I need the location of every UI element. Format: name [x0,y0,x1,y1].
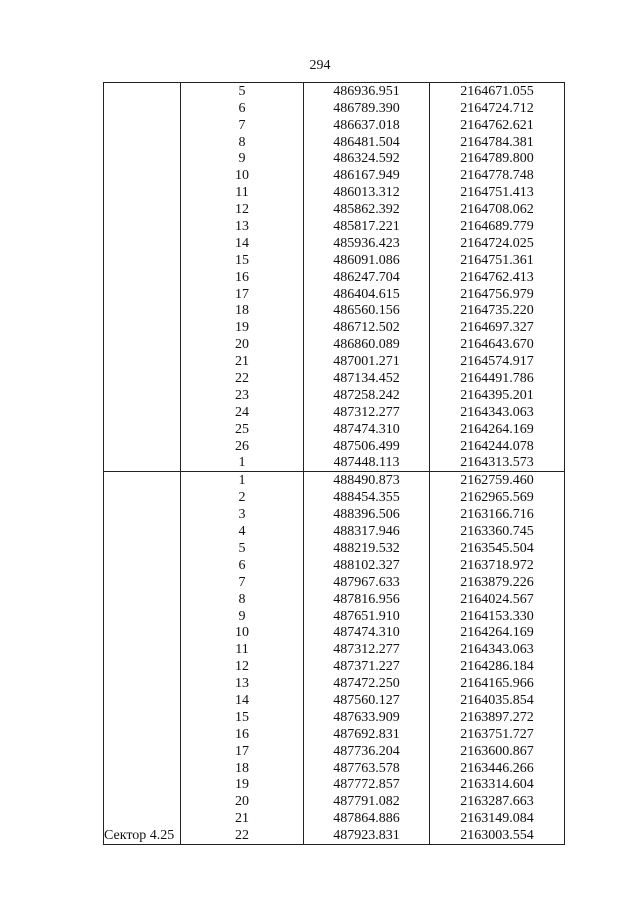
y-coordinate-cell: 2164689.779 [430,218,565,235]
point-number-cell: 9 [181,608,304,625]
y-coordinate-cell: 2164751.361 [430,252,565,269]
x-coordinate-cell: 487772.857 [304,777,430,794]
x-coordinate-cell: 487692.831 [304,726,430,743]
y-coordinate-cell: 2163314.604 [430,777,565,794]
coordinates-table-body [104,83,565,845]
x-coordinate-cell: 487001.271 [304,353,430,370]
point-number-cell: 1 [181,455,304,472]
y-coordinate-cell: 2164165.966 [430,675,565,692]
x-coordinate-cell: 486013.312 [304,184,430,201]
y-coordinate-cell: 2163287.663 [430,793,565,810]
point-number-cell: 23 [181,387,304,404]
y-coordinate-cell: 2164762.621 [430,117,565,134]
x-coordinate-cell: 487134.452 [304,370,430,387]
x-coordinate-cell: 487506.499 [304,438,430,455]
y-coordinate-cell: 2163149.084 [430,810,565,827]
point-number-cell: 4 [181,523,304,540]
point-number-cell: 5 [181,540,304,557]
y-coordinate-cell: 2164751.413 [430,184,565,201]
x-coordinate-cell: 488102.327 [304,557,430,574]
x-coordinate-cell: 488490.873 [304,472,430,489]
x-coordinate-cell: 487371.227 [304,658,430,675]
point-number-cell: 16 [181,726,304,743]
sector-name-cell: Сектор 4.25 [104,472,181,845]
y-coordinate-cell: 2164697.327 [430,319,565,336]
y-coordinate-cell: 2163545.504 [430,540,565,557]
point-number-cell: 18 [181,760,304,777]
x-coordinate-cell: 486936.951 [304,83,430,100]
point-number-cell: 14 [181,235,304,252]
y-coordinate-cell: 2164784.381 [430,134,565,151]
table-row [104,472,565,489]
y-coordinate-cell: 2162759.460 [430,472,565,489]
point-number-cell: 6 [181,557,304,574]
point-number-cell: 24 [181,404,304,421]
x-coordinate-cell: 488454.355 [304,489,430,506]
y-coordinate-cell: 2164024.567 [430,591,565,608]
point-number-cell: 18 [181,303,304,320]
y-coordinate-cell: 2163446.266 [430,760,565,777]
point-number-cell: 15 [181,709,304,726]
point-number-cell: 22 [181,370,304,387]
y-coordinate-cell: 2164491.786 [430,370,565,387]
x-coordinate-cell: 485936.423 [304,235,430,252]
point-number-cell: 2 [181,489,304,506]
point-number-cell: 6 [181,100,304,117]
point-number-cell: 7 [181,117,304,134]
x-coordinate-cell: 487967.633 [304,574,430,591]
x-coordinate-cell: 486404.615 [304,286,430,303]
y-coordinate-cell: 2164035.854 [430,692,565,709]
y-coordinate-cell: 2164735.220 [430,303,565,320]
x-coordinate-cell: 487258.242 [304,387,430,404]
y-coordinate-cell: 2164789.800 [430,151,565,168]
x-coordinate-cell: 486481.504 [304,134,430,151]
point-number-cell: 8 [181,591,304,608]
x-coordinate-cell: 487312.277 [304,404,430,421]
x-coordinate-cell: 486247.704 [304,269,430,286]
x-coordinate-cell: 487472.250 [304,675,430,692]
x-coordinate-cell: 486560.156 [304,303,430,320]
y-coordinate-cell: 2164343.063 [430,404,565,421]
y-coordinate-cell: 2163718.972 [430,557,565,574]
y-coordinate-cell: 2164264.169 [430,421,565,438]
point-number-cell: 10 [181,167,304,184]
x-coordinate-cell: 485862.392 [304,201,430,218]
table-row [104,83,565,100]
y-coordinate-cell: 2163897.272 [430,709,565,726]
point-number-cell: 15 [181,252,304,269]
point-number-cell: 19 [181,777,304,794]
point-number-cell: 26 [181,438,304,455]
y-coordinate-cell: 2164343.063 [430,641,565,658]
point-number-cell: 25 [181,421,304,438]
x-coordinate-cell: 486637.018 [304,117,430,134]
y-coordinate-cell: 2164264.169 [430,625,565,642]
y-coordinate-cell: 2164313.573 [430,455,565,472]
point-number-cell: 3 [181,506,304,523]
y-coordinate-cell: 2162965.569 [430,489,565,506]
x-coordinate-cell: 486167.949 [304,167,430,184]
x-coordinate-cell: 487816.956 [304,591,430,608]
y-coordinate-cell: 2164574.917 [430,353,565,370]
x-coordinate-cell: 488317.946 [304,523,430,540]
point-number-cell: 13 [181,675,304,692]
point-number-cell: 5 [181,83,304,100]
point-number-cell: 21 [181,353,304,370]
x-coordinate-cell: 487474.310 [304,421,430,438]
point-number-cell: 21 [181,810,304,827]
y-coordinate-cell: 2164671.055 [430,83,565,100]
point-number-cell: 11 [181,184,304,201]
point-number-cell: 8 [181,134,304,151]
y-coordinate-cell: 2163360.745 [430,523,565,540]
y-coordinate-cell: 2164724.025 [430,235,565,252]
point-number-cell: 14 [181,692,304,709]
y-coordinate-cell: 2164762.413 [430,269,565,286]
sector-name-cell [104,83,181,472]
x-coordinate-cell: 486091.086 [304,252,430,269]
point-number-cell: 12 [181,201,304,218]
y-coordinate-cell: 2163166.716 [430,506,565,523]
x-coordinate-cell: 486324.592 [304,151,430,168]
point-number-cell: 16 [181,269,304,286]
y-coordinate-cell: 2163003.554 [430,827,565,844]
point-number-cell: 10 [181,625,304,642]
page-number: 294 [309,58,331,73]
x-coordinate-cell: 487448.113 [304,455,430,472]
x-coordinate-cell: 488219.532 [304,540,430,557]
point-number-cell: 20 [181,336,304,353]
y-coordinate-cell: 2164286.184 [430,658,565,675]
point-number-cell: 20 [181,793,304,810]
x-coordinate-cell: 487651.910 [304,608,430,625]
y-coordinate-cell: 2164778.748 [430,167,565,184]
point-number-cell: 12 [181,658,304,675]
x-coordinate-cell: 487864.886 [304,810,430,827]
x-coordinate-cell: 487763.578 [304,760,430,777]
coordinates-table [103,82,565,845]
x-coordinate-cell: 486712.502 [304,319,430,336]
x-coordinate-cell: 487791.082 [304,793,430,810]
x-coordinate-cell: 487560.127 [304,692,430,709]
y-coordinate-cell: 2164756.979 [430,286,565,303]
x-coordinate-cell: 486789.390 [304,100,430,117]
x-coordinate-cell: 488396.506 [304,506,430,523]
point-number-cell: 9 [181,151,304,168]
y-coordinate-cell: 2164724.712 [430,100,565,117]
x-coordinate-cell: 485817.221 [304,218,430,235]
y-coordinate-cell: 2163879.226 [430,574,565,591]
y-coordinate-cell: 2163751.727 [430,726,565,743]
y-coordinate-cell: 2164244.078 [430,438,565,455]
point-number-cell: 13 [181,218,304,235]
point-number-cell: 17 [181,743,304,760]
x-coordinate-cell: 487312.277 [304,641,430,658]
x-coordinate-cell: 487633.909 [304,709,430,726]
point-number-cell: 19 [181,319,304,336]
x-coordinate-cell: 486860.089 [304,336,430,353]
y-coordinate-cell: 2164708.062 [430,201,565,218]
point-number-cell: 22 [181,827,304,844]
x-coordinate-cell: 487923.831 [304,827,430,844]
y-coordinate-cell: 2164643.670 [430,336,565,353]
y-coordinate-cell: 2164153.330 [430,608,565,625]
point-number-cell: 11 [181,641,304,658]
y-coordinate-cell: 2164395.201 [430,387,565,404]
point-number-cell: 1 [181,472,304,489]
point-number-cell: 17 [181,286,304,303]
y-coordinate-cell: 2163600.867 [430,743,565,760]
x-coordinate-cell: 487736.204 [304,743,430,760]
x-coordinate-cell: 487474.310 [304,625,430,642]
point-number-cell: 7 [181,574,304,591]
